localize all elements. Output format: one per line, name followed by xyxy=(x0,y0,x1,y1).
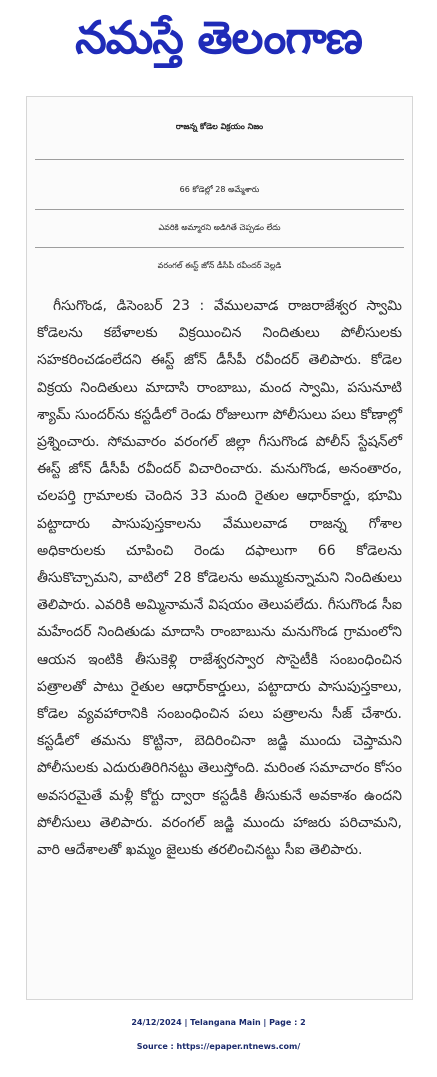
article-headline: రాజన్న కోడెల విక్రయం నిజం xyxy=(175,122,264,131)
newspaper-masthead xyxy=(0,0,437,75)
article-clipping xyxy=(26,96,413,1000)
subheadline-divider xyxy=(35,247,404,248)
article-dateline: గీసుగొండ, డిసెంబర్ 23 : xyxy=(53,298,205,314)
subheadline-2: ఎవరికి అమ్మారని అడిగితే చెప్పడం లేదు xyxy=(158,223,281,232)
footer-date-edition: 24/12/2024 | Telangana Main | Page : 2 xyxy=(131,1018,306,1027)
subheadline-3: వరంగల్ ఈస్ట్ జోన్ డీసీపీ రవీందర్ వెల్లడి xyxy=(157,261,282,270)
article-body xyxy=(37,293,402,864)
subheadline-divider xyxy=(35,209,404,210)
footer-source-link[interactable]: Source : https://epaper.ntnews.com/ xyxy=(136,1042,301,1051)
subheadline-1: 66 కోడెల్లో 28 అమ్మేశారు xyxy=(179,185,260,194)
article-paragraph xyxy=(37,293,402,864)
masthead-logo-text: నమస్తే తెలంగాణ xyxy=(75,11,362,64)
headline-divider xyxy=(35,159,404,160)
article-body-text: వేములవాడ రాజరాజేశ్వర స్వామి కోడెలను కబేళాలకు విక్రయించిన నిందితులు పోలీసులకు సహకరించడంలేదని ఈస్ట్ జోన్ డీసీపీ రవీందర్ తెలిపారు. కోడెల విక్రయ నిందితులు మాదాసి రాంబాబు, మంద స్వామి, పసునూటి శ్యామ్ సుందర్‌ను కస్టడీలో రెండు రోజులుగా పోలీసులు పలు కోణాల్లో ప్రశ్నించారు. సోమవారం వరంగల్ జిల్లా గీసుగొండ పోలీస్ స్టేషన్‌లో ఈస్ట్ జోన్ డీసీపీ రవీందర్ విచారించారు. మనుగొండ, అనంతారం, చలపర్తి గ్రామాలకు చెందిన 33 మంది రైతుల ఆధార్‌కార్డు, భూమి పట్టాదారు పాసుపుస్తకాలను వేములవాడ రాజన్న గోశాల అధికారులకు చూపించి రెండు దఫాలుగా 66 కోడెలను తీసుకొచ్చామని, వాటిలో 28 కోడెలను అమ్ముకున్నామని నిందితులు తెలిపారు. ఎవరికి అమ్మినామనే విషయం తెలుపలేదు. గీసుగొండ సీఐ మహేందర్ నిందితుడు మాదాసి రాంబాబును మనుగొండ గ్రామంలోని ఆయన ఇంటికి తీసుకెళ్లి రాజేశ్వరస్వార సొసైటీకి సంబంధించిన పత్రాలతో పాటు రైతుల ఆధార్‌కార్డులు, పట్టాదారు పాసుపుస్తకాలు, కోడెల వ్యవహారానికి సంబంధించిన పలు పత్రాలను సీజ్ చేశారు. కస్టడీలో తమను కొట్టినా, బెదిరించినా జడ్జి ముందు చెప్తామని పోలీసులకు ఎదురుతిరిగినట్టు తెలుస్తోంది. మరింత సమాచారం కోసం అవసరమైతే మళ్లీ కోర్టు ద్వారా కస్టడీకి తీసుకునే అవకాశం ఉందని పోలీసులు తెలిపారు. వరంగల్ జడ్జి ముందు హాజరు పరిచామని, వారి ఆదేశాలతో ఖమ్మం జైలుకు తరలించినట్టు సీఐ తెలిపారు. xyxy=(37,298,402,859)
